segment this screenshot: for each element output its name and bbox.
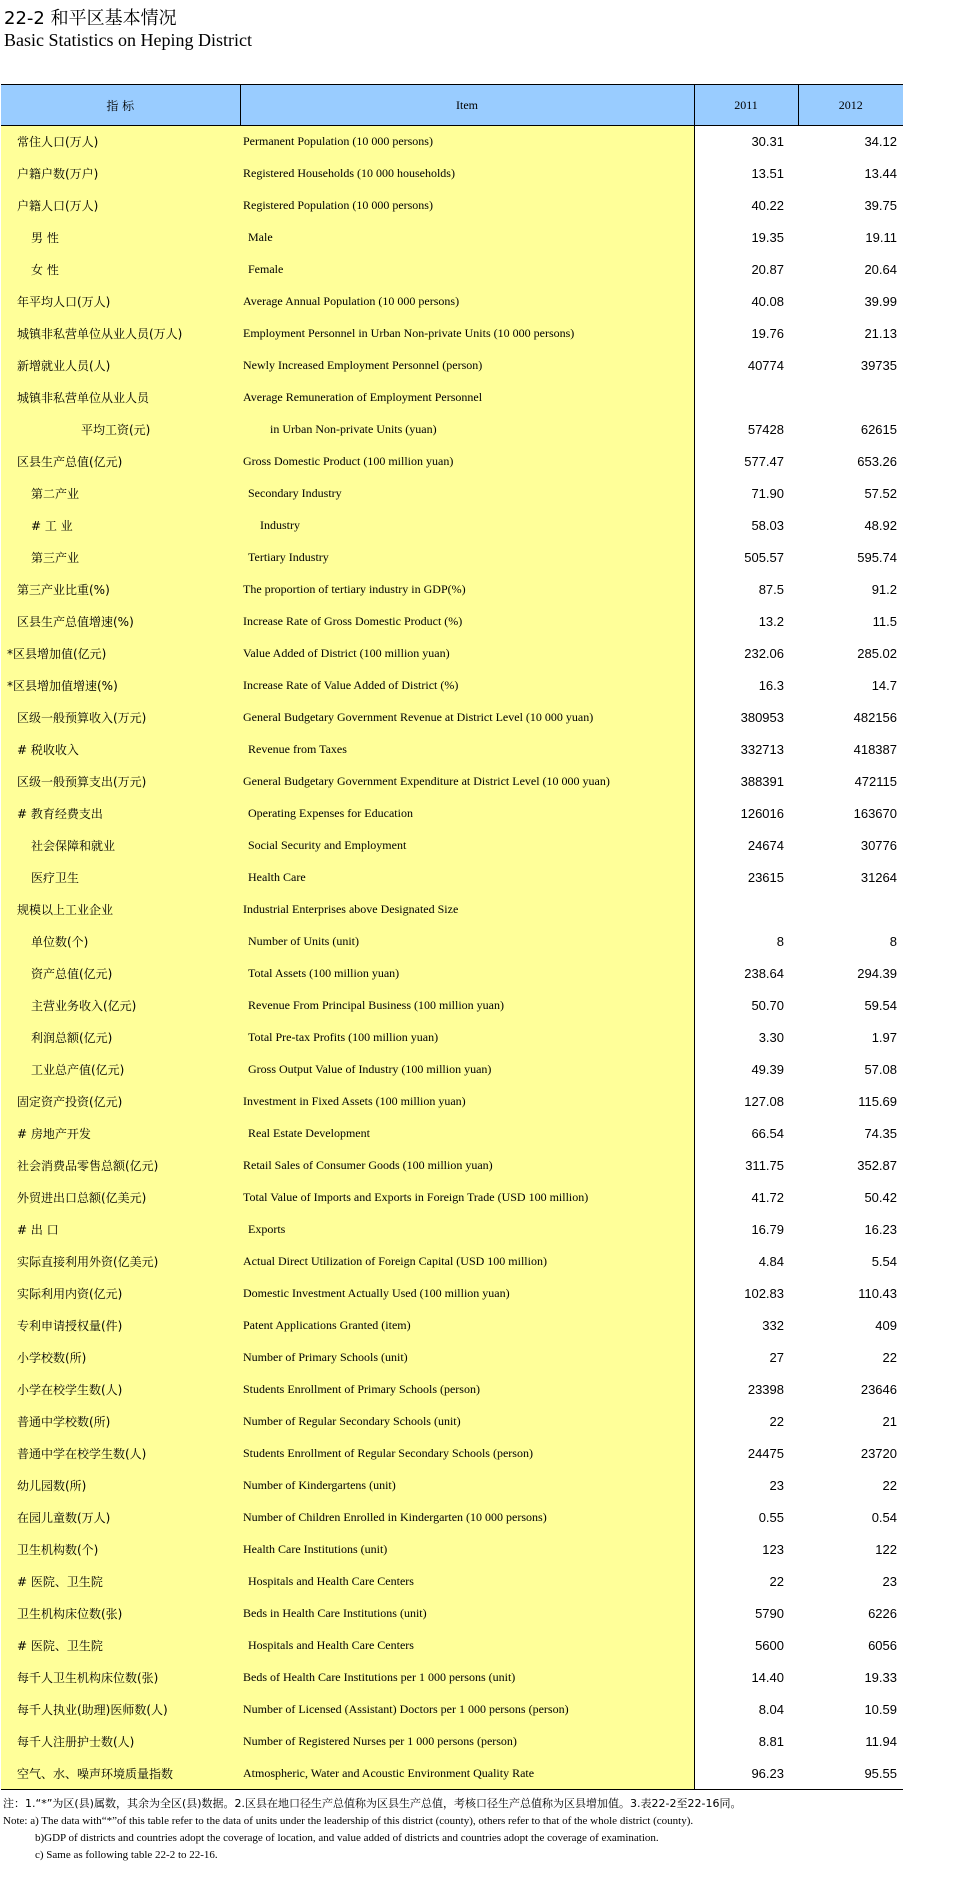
item-cell: Secondary Industry [240, 478, 694, 510]
indicator-cell: 资产总值(亿元) [1, 958, 240, 990]
item-cell: Social Security and Employment [240, 830, 694, 862]
value-2012-cell: 14.7 [798, 670, 903, 702]
value-2011-cell: 16.3 [694, 670, 798, 702]
table-body [1, 126, 903, 1790]
indicator-cell: 普通中学在校学生数(人) [1, 1438, 240, 1470]
value-2012-cell: 21.13 [798, 318, 903, 350]
table-row [1, 1598, 903, 1630]
table-row [1, 1182, 903, 1214]
indicator-cell: 区县生产总值增速(%) [1, 606, 240, 638]
table-row [1, 1502, 903, 1534]
value-2011-cell: 96.23 [694, 1758, 798, 1790]
indicator-cell: 外贸进出口总额(亿美元) [1, 1182, 240, 1214]
value-2011-cell: 20.87 [694, 254, 798, 286]
value-2011-cell: 232.06 [694, 638, 798, 670]
value-2012-cell: 19.33 [798, 1662, 903, 1694]
indicator-cell: 第二产业 [1, 478, 240, 510]
value-2012-cell: 122 [798, 1534, 903, 1566]
table-row [1, 1214, 903, 1246]
item-cell: Number of Children Enrolled in Kindergarten (10 000 persons) [240, 1502, 694, 1534]
table-row [1, 1534, 903, 1566]
item-cell: Average Annual Population (10 000 persons) [240, 286, 694, 318]
value-2012-cell: 62615 [798, 414, 903, 446]
value-2011-cell: 380953 [694, 702, 798, 734]
value-2011-cell: 57428 [694, 414, 798, 446]
footnotes [3, 1794, 963, 1864]
value-2012-cell: 91.2 [798, 574, 903, 606]
table-row [1, 1086, 903, 1118]
value-2011-cell: 50.70 [694, 990, 798, 1022]
indicator-cell: 每千人执业(助理)医师数(人) [1, 1694, 240, 1726]
value-2011-cell: 4.84 [694, 1246, 798, 1278]
value-2011-cell: 30.31 [694, 126, 798, 158]
item-cell: Revenue From Principal Business (100 million yuan) [240, 990, 694, 1022]
item-cell: Hospitals and Health Care Centers [240, 1566, 694, 1598]
indicator-cell: 户籍人口(万人) [1, 190, 240, 222]
table-row [1, 1758, 903, 1790]
value-2011-cell: 24674 [694, 830, 798, 862]
indicator-cell: 每千人注册护士数(人) [1, 1726, 240, 1758]
value-2011-cell: 577.47 [694, 446, 798, 478]
table-row [1, 1374, 903, 1406]
value-2012-cell: 59.54 [798, 990, 903, 1022]
table-row [1, 734, 903, 766]
indicator-cell: 规模以上工业企业 [1, 894, 240, 926]
table-row [1, 830, 903, 862]
table-row [1, 766, 903, 798]
value-2011-cell: 13.51 [694, 158, 798, 190]
value-2011-cell: 49.39 [694, 1054, 798, 1086]
table-row [1, 894, 903, 926]
indicator-cell: # 房地产开发 [1, 1118, 240, 1150]
value-2012-cell: 57.08 [798, 1054, 903, 1086]
value-2012-cell: 31264 [798, 862, 903, 894]
item-cell: Beds of Health Care Institutions per 1 000 persons (unit) [240, 1662, 694, 1694]
table-row [1, 126, 903, 158]
indicator-cell: 年平均人口(万人) [1, 286, 240, 318]
value-2012-cell: 418387 [798, 734, 903, 766]
value-2011-cell: 332 [694, 1310, 798, 1342]
indicator-cell: 城镇非私营单位从业人员 [1, 382, 240, 414]
item-cell: Students Enrollment of Regular Secondary Schools (person) [240, 1438, 694, 1470]
item-cell: Industry [240, 510, 694, 542]
item-cell: Female [240, 254, 694, 286]
value-2012-cell: 8 [798, 926, 903, 958]
indicator-cell: 卫生机构数(个) [1, 1534, 240, 1566]
indicator-cell: 社会消费品零售总额(亿元) [1, 1150, 240, 1182]
item-cell: Operating Expenses for Education [240, 798, 694, 830]
value-2012-cell: 110.43 [798, 1278, 903, 1310]
indicator-cell: 女 性 [1, 254, 240, 286]
value-2012-cell: 23646 [798, 1374, 903, 1406]
item-cell: Revenue from Taxes [240, 734, 694, 766]
table-row [1, 958, 903, 990]
table-row [1, 1150, 903, 1182]
item-cell: Number of Kindergartens (unit) [240, 1470, 694, 1502]
value-2012-cell: 11.94 [798, 1726, 903, 1758]
value-2011-cell: 19.35 [694, 222, 798, 254]
page-title-chinese: 22-2 和平区基本情况 [4, 8, 177, 29]
table-row [1, 510, 903, 542]
indicator-cell: 社会保障和就业 [1, 830, 240, 862]
item-cell: Total Value of Imports and Exports in Foreign Trade (USD 100 million) [240, 1182, 694, 1214]
item-cell: Permanent Population (10 000 persons) [240, 126, 694, 158]
value-2011-cell: 332713 [694, 734, 798, 766]
value-2011-cell: 3.30 [694, 1022, 798, 1054]
value-2012-cell [798, 382, 903, 414]
value-2012-cell: 23720 [798, 1438, 903, 1470]
item-cell: Number of Registered Nurses per 1 000 persons (person) [240, 1726, 694, 1758]
note-english-a: Note: a) The data with“*”of this table refer to the data of units under the leadership of this district (county), others refer to that of the whole district (county). [3, 1815, 694, 1827]
item-cell: Gross Output Value of Industry (100 million yuan) [240, 1054, 694, 1086]
value-2012-cell: 95.55 [798, 1758, 903, 1790]
page-title-english: Basic Statistics on Heping District [4, 30, 252, 50]
table-row [1, 862, 903, 894]
indicator-cell: 第三产业 [1, 542, 240, 574]
value-2011-cell: 5600 [694, 1630, 798, 1662]
item-cell: Real Estate Development [240, 1118, 694, 1150]
indicator-cell: 常住人口(万人) [1, 126, 240, 158]
header-item: Item [240, 85, 694, 126]
indicator-cell: 主营业务收入(亿元) [1, 990, 240, 1022]
item-cell: Beds in Health Care Institutions (unit) [240, 1598, 694, 1630]
indicator-cell: 城镇非私营单位从业人员(万人) [1, 318, 240, 350]
item-cell: Employment Personnel in Urban Non-private Units (10 000 persons) [240, 318, 694, 350]
table-row [1, 606, 903, 638]
item-cell: Actual Direct Utilization of Foreign Capital (USD 100 million) [240, 1246, 694, 1278]
table-row [1, 574, 903, 606]
indicator-cell: # 税收收入 [1, 734, 240, 766]
value-2012-cell: 74.35 [798, 1118, 903, 1150]
value-2012-cell: 39.99 [798, 286, 903, 318]
value-2012-cell: 6056 [798, 1630, 903, 1662]
value-2011-cell: 40774 [694, 350, 798, 382]
header-2012: 2012 [798, 85, 903, 126]
table-row [1, 1438, 903, 1470]
indicator-cell: 医疗卫生 [1, 862, 240, 894]
item-cell: Increase Rate of Value Added of District (%) [240, 670, 694, 702]
value-2011-cell: 66.54 [694, 1118, 798, 1150]
item-cell: Industrial Enterprises above Designated Size [240, 894, 694, 926]
value-2012-cell: 1.97 [798, 1022, 903, 1054]
indicator-cell: 空气、水、噪声环境质量指数 [1, 1758, 240, 1790]
value-2011-cell: 127.08 [694, 1086, 798, 1118]
item-cell: General Budgetary Government Revenue at District Level (10 000 yuan) [240, 702, 694, 734]
table-row [1, 446, 903, 478]
table-row [1, 1310, 903, 1342]
indicator-cell: *区县增加值增速(%) [1, 670, 240, 702]
indicator-cell: 每千人卫生机构床位数(张) [1, 1662, 240, 1694]
value-2012-cell: 22 [798, 1470, 903, 1502]
indicator-cell: 在园儿童数(万人) [1, 1502, 240, 1534]
value-2012-cell: 19.11 [798, 222, 903, 254]
value-2011-cell: 388391 [694, 766, 798, 798]
table-row [1, 1022, 903, 1054]
value-2011-cell: 40.22 [694, 190, 798, 222]
table-row [1, 1118, 903, 1150]
table-row [1, 1662, 903, 1694]
value-2012-cell: 5.54 [798, 1246, 903, 1278]
value-2012-cell: 285.02 [798, 638, 903, 670]
item-cell: Retail Sales of Consumer Goods (100 million yuan) [240, 1150, 694, 1182]
value-2012-cell: 482156 [798, 702, 903, 734]
item-cell: in Urban Non-private Units (yuan) [240, 414, 694, 446]
item-cell: Male [240, 222, 694, 254]
note-chinese: 注：1.“*”为区(县)属数，其余为全区(县)数据。2.区县在地口径生产总值称为区县生产总值，考核口径生产总值称为区县增加值。3.表22-2至22-16同。 [3, 1797, 742, 1810]
value-2011-cell [694, 894, 798, 926]
indicator-cell: 小学校数(所) [1, 1342, 240, 1374]
indicator-cell: 平均工资(元) [1, 414, 240, 446]
item-cell: Average Remuneration of Employment Personnel [240, 382, 694, 414]
item-cell: Number of Regular Secondary Schools (unit) [240, 1406, 694, 1438]
indicator-cell: # 教育经费支出 [1, 798, 240, 830]
table-row [1, 1246, 903, 1278]
value-2012-cell: 16.23 [798, 1214, 903, 1246]
item-cell: General Budgetary Government Expenditure at District Level (10 000 yuan) [240, 766, 694, 798]
item-cell: Domestic Investment Actually Used (100 million yuan) [240, 1278, 694, 1310]
indicator-cell: 固定资产投资(亿元) [1, 1086, 240, 1118]
indicator-cell: 实际直接利用外资(亿美元) [1, 1246, 240, 1278]
item-cell: Patent Applications Granted (item) [240, 1310, 694, 1342]
value-2011-cell: 40.08 [694, 286, 798, 318]
value-2011-cell: 24475 [694, 1438, 798, 1470]
value-2012-cell: 50.42 [798, 1182, 903, 1214]
value-2012-cell: 22 [798, 1342, 903, 1374]
value-2011-cell: 87.5 [694, 574, 798, 606]
value-2012-cell: 115.69 [798, 1086, 903, 1118]
table-row [1, 1054, 903, 1086]
value-2011-cell: 13.2 [694, 606, 798, 638]
table-row [1, 1694, 903, 1726]
value-2011-cell: 23398 [694, 1374, 798, 1406]
indicator-cell: 小学在校学生数(人) [1, 1374, 240, 1406]
value-2012-cell [798, 894, 903, 926]
indicator-cell: # 医院、卫生院 [1, 1630, 240, 1662]
value-2011-cell: 8 [694, 926, 798, 958]
value-2012-cell: 39735 [798, 350, 903, 382]
indicator-cell: 工业总产值(亿元) [1, 1054, 240, 1086]
value-2012-cell: 11.5 [798, 606, 903, 638]
value-2012-cell: 13.44 [798, 158, 903, 190]
item-cell: Number of Primary Schools (unit) [240, 1342, 694, 1374]
note-english-c: c) Same as following table 22-2 to 22-16. [35, 1849, 218, 1861]
value-2011-cell: 14.40 [694, 1662, 798, 1694]
table-row [1, 638, 903, 670]
table-row [1, 1470, 903, 1502]
value-2011-cell: 102.83 [694, 1278, 798, 1310]
value-2012-cell: 595.74 [798, 542, 903, 574]
value-2012-cell: 0.54 [798, 1502, 903, 1534]
item-cell: Number of Units (unit) [240, 926, 694, 958]
item-cell: Newly Increased Employment Personnel (person) [240, 350, 694, 382]
table-row [1, 670, 903, 702]
indicator-cell: 普通中学校数(所) [1, 1406, 240, 1438]
value-2012-cell: 57.52 [798, 478, 903, 510]
table-row [1, 1630, 903, 1662]
value-2011-cell: 16.79 [694, 1214, 798, 1246]
item-cell: Registered Population (10 000 persons) [240, 190, 694, 222]
value-2011-cell: 41.72 [694, 1182, 798, 1214]
indicator-cell: 第三产业比重(%) [1, 574, 240, 606]
table-row [1, 702, 903, 734]
table-row [1, 1726, 903, 1758]
indicator-cell: 新增就业人员(人) [1, 350, 240, 382]
indicator-cell: 利润总额(亿元) [1, 1022, 240, 1054]
value-2011-cell [694, 382, 798, 414]
item-cell: Investment in Fixed Assets (100 million yuan) [240, 1086, 694, 1118]
indicator-cell: # 出 口 [1, 1214, 240, 1246]
table-row [1, 190, 903, 222]
item-cell: Total Pre-tax Profits (100 million yuan) [240, 1022, 694, 1054]
value-2011-cell: 238.64 [694, 958, 798, 990]
value-2011-cell: 22 [694, 1406, 798, 1438]
indicator-cell: # 工 业 [1, 510, 240, 542]
value-2011-cell: 8.81 [694, 1726, 798, 1758]
table-row [1, 542, 903, 574]
value-2012-cell: 653.26 [798, 446, 903, 478]
value-2011-cell: 311.75 [694, 1150, 798, 1182]
value-2011-cell: 71.90 [694, 478, 798, 510]
table-row [1, 158, 903, 190]
table-row [1, 798, 903, 830]
table-row [1, 1278, 903, 1310]
indicator-cell: 区级一般预算收入(万元) [1, 702, 240, 734]
item-cell: Exports [240, 1214, 694, 1246]
value-2011-cell: 0.55 [694, 1502, 798, 1534]
table-row [1, 286, 903, 318]
value-2011-cell: 126016 [694, 798, 798, 830]
table-row [1, 1406, 903, 1438]
item-cell: Total Assets (100 million yuan) [240, 958, 694, 990]
value-2012-cell: 10.59 [798, 1694, 903, 1726]
item-cell: Health Care Institutions (unit) [240, 1534, 694, 1566]
item-cell: Value Added of District (100 million yuan) [240, 638, 694, 670]
indicator-cell: 户籍户数(万户) [1, 158, 240, 190]
value-2012-cell: 20.64 [798, 254, 903, 286]
value-2011-cell: 123 [694, 1534, 798, 1566]
header-2011: 2011 [694, 85, 798, 126]
table-row [1, 414, 903, 446]
item-cell: Registered Households (10 000 households) [240, 158, 694, 190]
value-2011-cell: 5790 [694, 1598, 798, 1630]
table-row [1, 382, 903, 414]
item-cell: Hospitals and Health Care Centers [240, 1630, 694, 1662]
table-row [1, 350, 903, 382]
value-2012-cell: 30776 [798, 830, 903, 862]
value-2012-cell: 294.39 [798, 958, 903, 990]
value-2012-cell: 472115 [798, 766, 903, 798]
header-indicator: 指 标 [1, 85, 240, 126]
value-2012-cell: 23 [798, 1566, 903, 1598]
indicator-cell: *区县增加值(亿元) [1, 638, 240, 670]
table-row [1, 1342, 903, 1374]
value-2011-cell: 22 [694, 1566, 798, 1598]
table-row [1, 990, 903, 1022]
indicator-cell: 卫生机构床位数(张) [1, 1598, 240, 1630]
indicator-cell: 区级一般预算支出(万元) [1, 766, 240, 798]
item-cell: Atmospheric, Water and Acoustic Environment Quality Rate [240, 1758, 694, 1790]
item-cell: Gross Domestic Product (100 million yuan) [240, 446, 694, 478]
item-cell: Increase Rate of Gross Domestic Product (%) [240, 606, 694, 638]
value-2012-cell: 163670 [798, 798, 903, 830]
table-row [1, 926, 903, 958]
note-english-b: b)GDP of districts and countries adopt the coverage of location, and value added of districts and countries adopt the coverage of examination. [35, 1832, 659, 1844]
value-2012-cell: 21 [798, 1406, 903, 1438]
value-2011-cell: 19.76 [694, 318, 798, 350]
table-row [1, 318, 903, 350]
table-row [1, 478, 903, 510]
statistics-table [1, 84, 903, 1790]
value-2011-cell: 23615 [694, 862, 798, 894]
value-2012-cell: 352.87 [798, 1150, 903, 1182]
indicator-cell: 幼儿园数(所) [1, 1470, 240, 1502]
value-2011-cell: 23 [694, 1470, 798, 1502]
item-cell: Health Care [240, 862, 694, 894]
table-header-row [1, 85, 903, 126]
indicator-cell: 实际利用内资(亿元) [1, 1278, 240, 1310]
indicator-cell: 专利申请授权量(件) [1, 1310, 240, 1342]
value-2011-cell: 27 [694, 1342, 798, 1374]
value-2012-cell: 409 [798, 1310, 903, 1342]
item-cell: The proportion of tertiary industry in GDP(%) [240, 574, 694, 606]
indicator-cell: 区县生产总值(亿元) [1, 446, 240, 478]
value-2011-cell: 58.03 [694, 510, 798, 542]
value-2012-cell: 34.12 [798, 126, 903, 158]
indicator-cell: # 医院、卫生院 [1, 1566, 240, 1598]
value-2012-cell: 48.92 [798, 510, 903, 542]
item-cell: Number of Licensed (Assistant) Doctors per 1 000 persons (person) [240, 1694, 694, 1726]
table-row [1, 254, 903, 286]
table-row [1, 222, 903, 254]
item-cell: Tertiary Industry [240, 542, 694, 574]
indicator-cell: 单位数(个) [1, 926, 240, 958]
value-2011-cell: 505.57 [694, 542, 798, 574]
value-2011-cell: 8.04 [694, 1694, 798, 1726]
item-cell: Students Enrollment of Primary Schools (person) [240, 1374, 694, 1406]
value-2012-cell: 39.75 [798, 190, 903, 222]
value-2012-cell: 6226 [798, 1598, 903, 1630]
table-row [1, 1566, 903, 1598]
indicator-cell: 男 性 [1, 222, 240, 254]
